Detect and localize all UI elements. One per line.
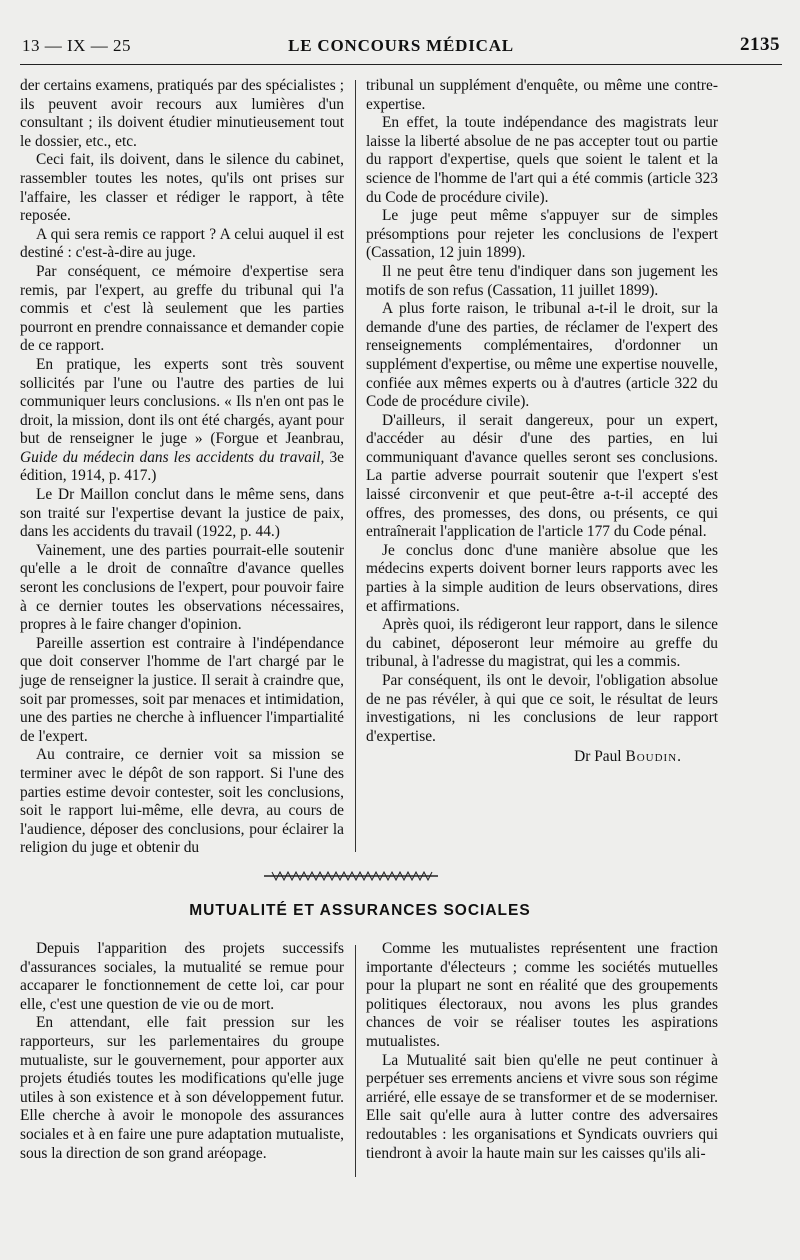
journal-title: LE CONCOURS MÉDICAL bbox=[288, 36, 514, 55]
author-signature bbox=[366, 748, 718, 767]
section-ornament bbox=[262, 870, 440, 882]
paragraph: En effet, la toute indépendance des magistrats leur laisse la liberté absolue de ne pas accepter tout ou partie du rapport d'expertise, quels que soient le talent et la science de l'homme de l'art qui a été commis (article 323 du Code de procédure civile). bbox=[366, 114, 718, 206]
article2-column-left bbox=[20, 940, 344, 1163]
column-divider bbox=[355, 80, 356, 852]
text-run: En pratique, les experts sont très souvent sollicités par l'une ou l'autre des parties de lui communiquer leurs conclusions. « Ils n'en ont pas le droit, la mission, dont ils ont été chargés, ayant pour but de renseigner le juge » (Forgue et Jeanbrau, bbox=[20, 355, 344, 448]
section-title: MUTUALITÉ ET ASSURANCES SOCIALES bbox=[189, 902, 531, 919]
paragraph: Au contraire, ce dernier voit sa mission se terminer avec le dépôt de son rapport. Si l'une des parties estime devoir contester, soit les conclusions, soit le rapport lui-même, elle devra, au cours de l'audience, déposer des conclusions, pour éclairer la religion du juge et obtenir du bbox=[20, 746, 344, 857]
paragraph: Par conséquent, ce mémoire d'expertise sera remis, par l'expert, au greffe du tribunal qui l'a commis et c'est là seulement que les parties pourront en prendre connaissance et demander copie de ce rapport. bbox=[20, 262, 344, 355]
article1-column-left bbox=[20, 77, 344, 858]
page-number: 2135 bbox=[740, 34, 780, 55]
running-header bbox=[22, 30, 780, 62]
signature-prefix: Dr Paul bbox=[574, 748, 622, 766]
header-date: 13 — IX — 25 bbox=[22, 36, 131, 55]
paragraph: Je conclus donc d'une manière absolue que les médecins experts doivent borner leurs rapports avec les parties à la simple audition de leurs observations, dires et affirmations. bbox=[366, 541, 718, 615]
paragraph: La Mutualité sait bien qu'elle ne peut continuer à perpétuer ses errements anciens et vivre sous son régime arriéré, elle essaye de se transformer et de se moderniser. Elle sait qu'elle aura à lutter contre des adversaires redoutables : les organisations et Syndicats ouvriers qui tiendront à avoir la haute main sur les caisses qu'ils ali- bbox=[366, 1051, 718, 1162]
text-run: Maillon conclut dans le même sens, dans son traité sur l'expertise devant la justice de paix, dans les accidents du travail (1922, p. 44.) bbox=[20, 486, 344, 541]
paragraph: A qui sera remis ce rapport ? A celui auquel il est destiné : c'est-à-dire au juge. bbox=[20, 225, 344, 262]
paragraph: Après quoi, ils rédigeront leur rapport, dans le silence du cabinet, déposeront leur mémoire au greffe du tribunal, à l'adresse du magistrat, qui les a commis. bbox=[366, 616, 718, 671]
paragraph: Ceci fait, ils doivent, dans le silence du cabinet, rassembler toutes les notes, qu'ils ont prises sur l'affaire, les classer et rédiger le rapport, à tête reposée. bbox=[20, 151, 344, 225]
book-title: Guide du médecin dans les accidents du travail, bbox=[20, 448, 325, 466]
paragraph bbox=[20, 356, 344, 486]
paragraph: En attendant, elle fait pression sur les rapporteurs, sur les parlementaires du groupe mutualiste, sur le gouvernement, pour apporter aux projets étudiés toutes les modifications qu'elle juge utiles à son existence et à son développement futur. Elle cherche à avoir le monopole des assurances sociales et à en faire une pure adaptation mutualiste, sous la direction de son grand aréopage. bbox=[20, 1014, 344, 1162]
paragraph bbox=[20, 486, 344, 542]
paragraph: Par conséquent, ils ont le devoir, l'obligation absolue de ne pas révéler, à qui que ce soit, le résultat de leurs investigations, ni les conclusions de leur rapport d'expertise. bbox=[366, 672, 718, 745]
paragraph: Pareille assertion est contraire à l'indépendance que doit conserver l'homme de l'art chargé par le juge de renseigner la justice. Il serait à craindre que, soit par promesses, soit par menaces et intimidation, une des parties ne cherche à influencer l'impartialité de l'expert. bbox=[20, 634, 344, 745]
paragraph: A plus forte raison, le tribunal a-t-il le droit, sur la demande d'une des parties, de réclamer de l'expert des renseignements complémentaires, d'ordonner un supplément d'expertise, ou même une expertise nouvelle, confiée aux mêmes experts ou à d'autres (article 322 du Code de procédure civile). bbox=[366, 300, 718, 411]
signature-name: Boudin. bbox=[625, 748, 682, 766]
article2-column-right bbox=[366, 940, 718, 1163]
doctor-abbr: Le Dr bbox=[36, 486, 75, 504]
paragraph: Comme les mutualistes représentent une fraction importante d'électeurs ; comme les sociétés mutuelles pour la plupart ne sont en réalité que des groupements politiques électoraux, nou avons les plus grandes chances de voir se réaliser toutes les aspirations mutualistes. bbox=[366, 940, 718, 1050]
article1-column-right bbox=[366, 77, 718, 767]
paragraph: Le juge peut même s'appuyer sur de simples présomptions pour rejeter les conclusions de l'expert (Cassation, 12 juin 1899). bbox=[366, 207, 718, 262]
column-divider bbox=[355, 945, 356, 1177]
paragraph: tribunal un supplément d'enquête, ou même une contre-expertise. bbox=[366, 77, 718, 113]
paragraph: D'ailleurs, il serait dangereux, pour un expert, d'accéder au désir d'une des parties, en lui communiquant d'avance quelles seront ses conclusions. La partie adverse pourrait soutenir que l'expert s'est laissé circonvenir et que peut-être a-t-il accepté des offres, des promesses, des dons, ou présents, ce qui entraînerait l'application de l'article 177 du Code pénal. bbox=[366, 411, 718, 541]
paragraph: Vainement, une des parties pourrait-elle soutenir qu'elle a le droit de connaître d'avance quelles seront les conclusions de l'expert, pour pouvoir faire à ce dernier toutes les observations nécessaires, propres à le faire changer d'opinion. bbox=[20, 541, 344, 634]
paragraph: Depuis l'apparition des projets successifs d'assurances sociales, la mutualité se remue pour accaparer le fonctionnement de cette loi, car pour elle, c'est une question de vie ou de mort. bbox=[20, 940, 344, 1013]
paragraph: Il ne peut être tenu d'indiquer dans son jugement les motifs de son refus (Cassation, 11 juillet 1899). bbox=[366, 262, 718, 299]
text-run: 3e édition, 1914, p. 417.) bbox=[20, 448, 345, 485]
header-rule bbox=[20, 64, 782, 65]
paragraph: der certains examens, pratiqués par des spécialistes ; ils peuvent avoir recours aux lumières d'un consultant ; ils doivent étudier minutieusement tout le dossier, etc., etc. bbox=[20, 77, 344, 150]
